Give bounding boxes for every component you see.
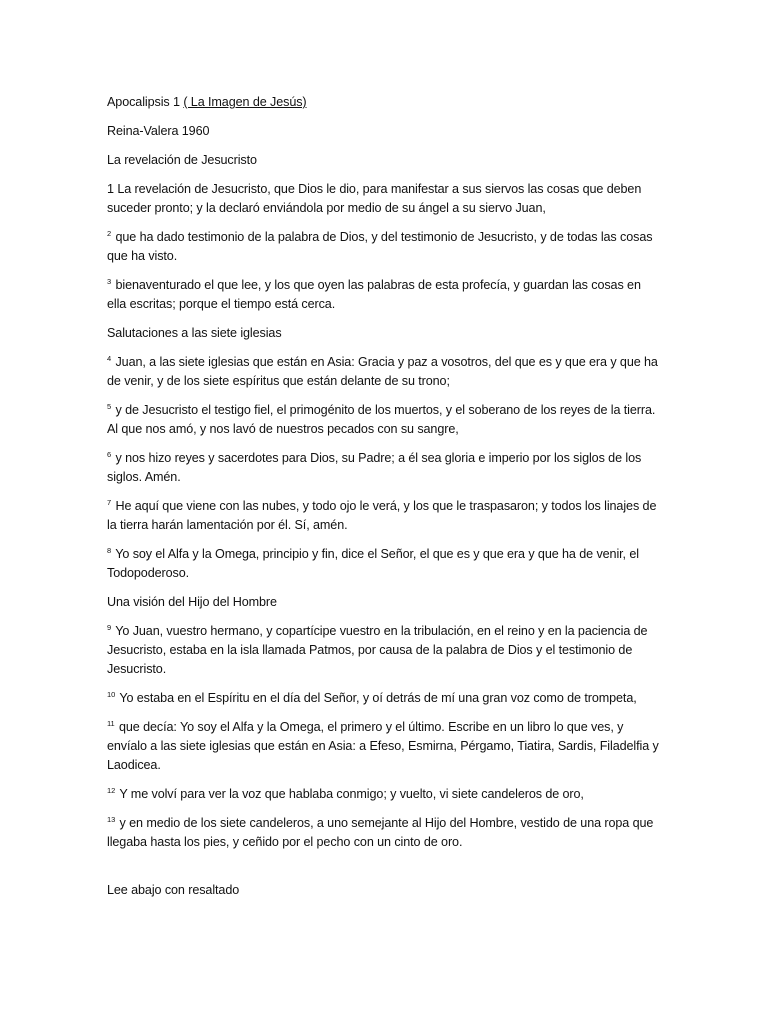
verse-text: Yo estaba en el Espíritu en el día del Señor, y oí detrás de mí una gran voz como de trompeta, bbox=[116, 691, 637, 705]
spacer bbox=[107, 862, 663, 881]
verse-13 bbox=[107, 814, 663, 852]
verse-number: 2 bbox=[107, 228, 112, 238]
verse-4 bbox=[107, 353, 663, 391]
verse-text: Yo soy el Alfa y la Omega, principio y fin, dice el Señor, el que es y que era y que ha de venir, el Todopoderoso. bbox=[107, 547, 639, 580]
verse-text: que ha dado testimonio de la palabra de Dios, y del testimonio de Jesucristo, y de todas las cosas que ha visto. bbox=[107, 230, 653, 263]
verse-10 bbox=[107, 689, 663, 708]
section-heading-revelation: La revelación de Jesucristo bbox=[107, 153, 257, 167]
verse-text: y en medio de los siete candeleros, a uno semejante al Hijo del Hombre, vestido de una ropa que llegaba hasta los pies, y ceñido por el pecho con un cinto de oro. bbox=[107, 816, 654, 849]
document-page bbox=[107, 93, 663, 900]
verse-text: Yo Juan, vuestro hermano, y copartícipe vuestro en la tribulación, en el reino y en la paciencia de Jesucristo, estaba en la isla llamada Patmos, por causa de la palabra de Dios y el testimonio de Jesucristo. bbox=[107, 624, 648, 676]
verse-text: Y me volví para ver la voz que hablaba conmigo; y vuelto, vi siete candeleros de oro, bbox=[116, 787, 584, 801]
document-title bbox=[107, 93, 663, 112]
verse-text: La revelación de Jesucristo, que Dios le dio, para manifestar a sus siervos las cosas que deben suceder pronto; y la declaró enviándola por medio de su ángel a su siervo Juan, bbox=[107, 182, 642, 215]
verse-number: 3 bbox=[107, 276, 112, 286]
verse-6 bbox=[107, 449, 663, 487]
section-heading-salutations: Salutaciones a las siete iglesias bbox=[107, 326, 282, 340]
bible-version: Reina-Valera 1960 bbox=[107, 124, 210, 138]
verse-number: 11 bbox=[107, 718, 115, 728]
verse-number: 8 bbox=[107, 545, 112, 555]
verse-1 bbox=[107, 180, 663, 218]
verse-7 bbox=[107, 497, 663, 535]
verse-number: 6 bbox=[107, 449, 112, 459]
verse-number: 5 bbox=[107, 401, 112, 411]
footer-note: Lee abajo con resaltado bbox=[107, 883, 240, 897]
verse-number: 7 bbox=[107, 497, 112, 507]
verse-text: y de Jesucristo el testigo fiel, el primogénito de los muertos, y el soberano de los reyes de la tierra. Al que nos amó, y nos lavó de nuestros pecados con su sangre, bbox=[107, 403, 656, 436]
verse-text: He aquí que viene con las nubes, y todo ojo le verá, y los que le traspasaron; y todos los linajes de la tierra harán lamentación por él. Sí, amén. bbox=[107, 499, 657, 532]
verse-number: 1 bbox=[107, 182, 118, 196]
title-prefix: Apocalipsis 1 bbox=[107, 95, 184, 109]
verse-9 bbox=[107, 622, 663, 679]
verse-5 bbox=[107, 401, 663, 439]
section-heading-vision: Una visión del Hijo del Hombre bbox=[107, 595, 277, 609]
verse-number: 4 bbox=[107, 353, 112, 363]
verse-text: y nos hizo reyes y sacerdotes para Dios, su Padre; a él sea gloria e imperio por los siglos de los siglos. Amén. bbox=[107, 451, 642, 484]
title-link[interactable]: ( La Imagen de Jesús) bbox=[183, 95, 307, 109]
verse-text: bienaventurado el que lee, y los que oyen las palabras de esta profecía, y guardan las cosas en ella escritas; porque el tiempo está cerca. bbox=[107, 278, 641, 311]
verse-number: 12 bbox=[107, 785, 116, 795]
verse-12 bbox=[107, 785, 663, 804]
verse-number: 9 bbox=[107, 622, 112, 632]
verse-2 bbox=[107, 228, 663, 266]
verse-11 bbox=[107, 718, 663, 775]
verse-text: que decía: Yo soy el Alfa y la Omega, el primero y el último. Escribe en un libro lo que ves, y envíalo a las siete iglesias que están en Asia: a Efeso, Esmirna, Pérgamo, Tiatira, Sardis, Filadelfia y Laodicea. bbox=[107, 720, 659, 772]
verse-number: 10 bbox=[107, 689, 116, 699]
verse-text: Juan, a las siete iglesias que están en Asia: Gracia y paz a vosotros, del que es y que era y que ha de venir, y de los siete espíritus que están delante de su trono; bbox=[107, 355, 658, 388]
verse-8 bbox=[107, 545, 663, 583]
verse-number: 13 bbox=[107, 814, 116, 824]
verse-3 bbox=[107, 276, 663, 314]
